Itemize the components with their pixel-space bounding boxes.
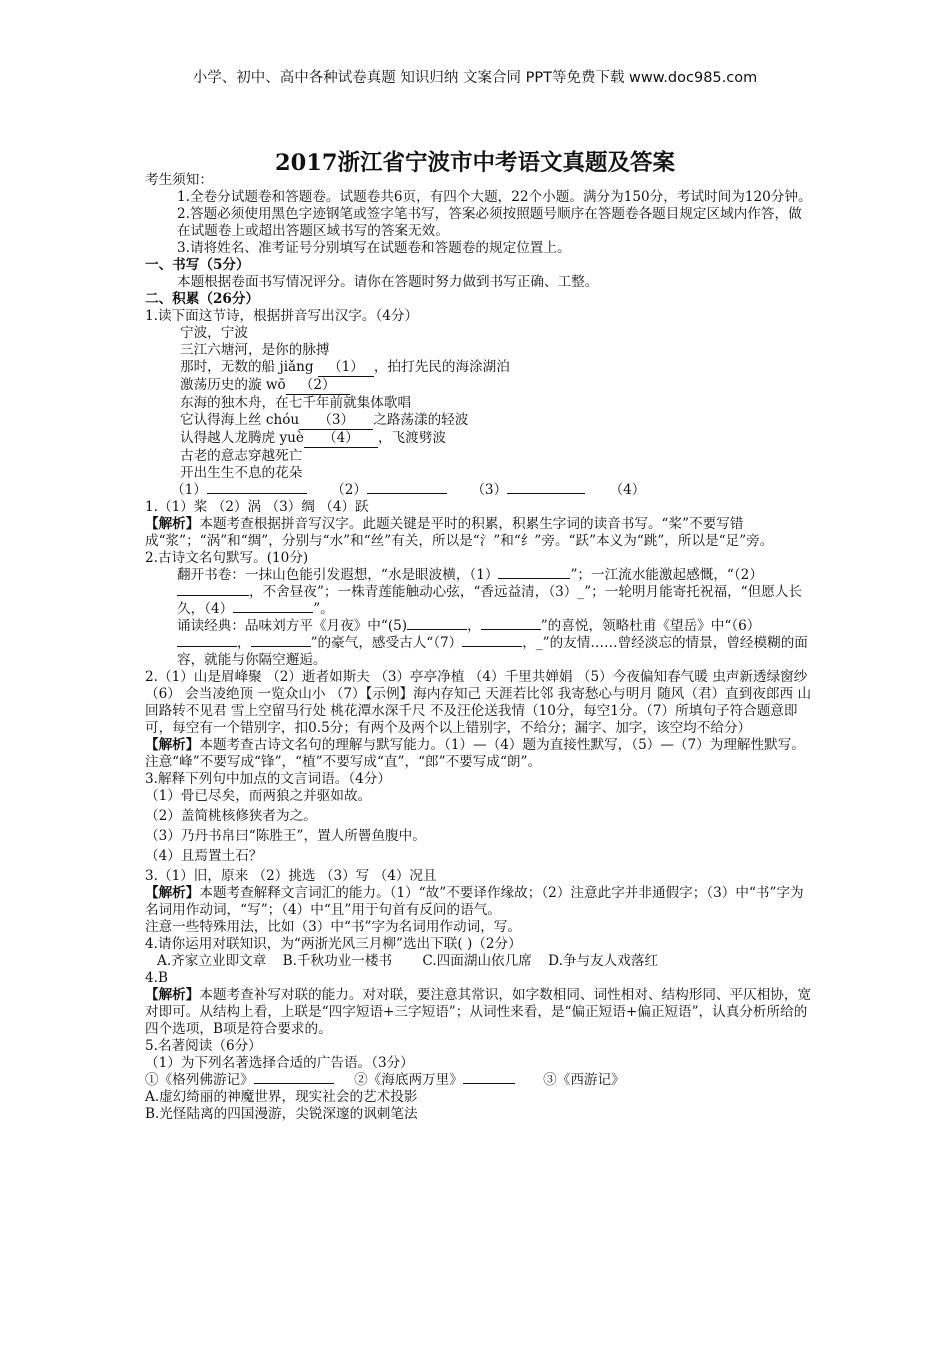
blank bbox=[507, 493, 585, 494]
analysis-label: 【解析】 bbox=[145, 987, 200, 1003]
poem-text: 认得越人龙腾虎 yuè bbox=[180, 430, 304, 446]
poem-line: 古老的意志穿越死亡 bbox=[180, 448, 303, 464]
option: D.争与友人戏落红 bbox=[548, 953, 659, 969]
option: A.虚幻绮丽的神魔世界，现实社会的艺术投影 bbox=[145, 1089, 418, 1105]
blank: （2） bbox=[286, 377, 350, 395]
book: ②《海底两万里》 bbox=[354, 1072, 463, 1088]
section-text: 本题根据卷面书写情况评分。请你在答题时努力做到书写正确、工整。 bbox=[177, 274, 599, 290]
analysis-label: 【解析】 bbox=[145, 737, 200, 753]
blank-label: （2） bbox=[331, 482, 368, 498]
options bbox=[145, 953, 813, 970]
answer: 3.（1）旧，原来 （2）挑选 （3）写 （4）况且 bbox=[145, 868, 437, 884]
books bbox=[145, 1072, 813, 1089]
blank bbox=[367, 493, 447, 494]
poem-line: 东海的独木舟，在七千年前就集体歌唱 bbox=[180, 395, 412, 411]
blank bbox=[207, 493, 307, 494]
question-item: （3）乃丹书帛曰“陈胜王”，置人所罾鱼腹中。 bbox=[145, 828, 426, 844]
blank bbox=[233, 612, 313, 613]
analysis-label: 【解析】 bbox=[145, 516, 200, 532]
option: C.四面湖山依几席 bbox=[422, 953, 532, 969]
notice-item: 1.全卷分试题卷和答题卷。试题卷共6页，有四个大题，22个小题。满分为150分，考试时间为120分钟。 bbox=[177, 189, 812, 205]
poem-line bbox=[180, 377, 813, 395]
blank bbox=[251, 646, 311, 647]
blank bbox=[498, 578, 570, 579]
note: 注意一些特殊用法，比如（3）中“书”字为名词用作动词，写。 bbox=[145, 919, 521, 935]
poem-text: 那时，无数的船 jiǎng bbox=[180, 359, 318, 375]
text: ，_ bbox=[522, 635, 543, 651]
question-item: （1）骨已尽矣，而两狼之并驱如故。 bbox=[145, 788, 372, 804]
poem bbox=[145, 325, 813, 482]
poem-text: 它认得海上丝 chóu bbox=[180, 412, 300, 428]
poem-text: ，拍打先民的海涂湖泊 bbox=[373, 359, 510, 375]
option: B.光怪陆离的四国漫游，尖锐深邃的讽刺笔法 bbox=[145, 1106, 418, 1122]
poem-text: ，飞渡劈波 bbox=[377, 430, 446, 446]
question-sub: （1）为下列名著选择合适的广告语。（3分） bbox=[145, 1055, 414, 1071]
analysis-text: 本题考查补写对联的能力。对对联，要注意其常识，如字数相同、词性相对、结构形同、平仄相协，宽对即可。从结构上看，上联是“四字短语+三字短语”；从词性来看，是“偏正短语+偏正短语”，认真分析所给的四个选项，B项是符合要求的。 bbox=[145, 987, 812, 1037]
text: ，不舍昼夜”；一株青莲能触动心弦，“香远益清，（3）_ bbox=[249, 584, 585, 600]
page-title: 2017浙江省宁波市中考语文真题及答案 bbox=[274, 150, 676, 176]
notice-label: 考生须知： bbox=[145, 172, 213, 188]
option: A.齐家立业即文章 bbox=[157, 953, 267, 969]
blank bbox=[177, 646, 237, 647]
analysis bbox=[145, 885, 813, 919]
question-stem: 5.名著阅读（6分） bbox=[145, 1038, 262, 1054]
poem-line: 三江六塘河，是你的脉搏 bbox=[180, 342, 330, 358]
text: ”；一江流水能激起感慨，“（2） bbox=[570, 567, 763, 583]
analysis-label: 【解析】 bbox=[145, 885, 200, 901]
blank bbox=[177, 595, 249, 596]
book: ③《西游记》 bbox=[543, 1072, 625, 1088]
question-stem: 2.古诗文名句默写。(10分) bbox=[145, 550, 309, 566]
analysis-text: 本题考查解释文言词汇的能力。（1）“故”不要译作缘故；（2）注意此字并非通假字；（3）中“书”字为名词用作动词，“写”；（4）中“且”用于句首有反问的语气。 bbox=[145, 885, 804, 918]
blank bbox=[254, 1083, 334, 1084]
section-heading: 二、积累（26分） bbox=[145, 291, 260, 307]
poem-text: 激荡历史的漩 wō bbox=[180, 377, 286, 393]
question-stem: 3.解释下列句中加点的文言词语。（4分） bbox=[145, 771, 391, 787]
answer: 1.（1）桨 （2）涡 （3）绸 （4）跃 bbox=[145, 499, 369, 515]
notice-item: 2.答题必须使用黑色字迹钢笔或签字笔书写，答案必须按照题号顺序在答题卷各题目规定区域内作答，做在试题卷上或超出答题区域书写的答案无效。 bbox=[177, 206, 802, 239]
poem-line bbox=[180, 412, 813, 430]
question-item: （2）盖简桃核修狭者为之。 bbox=[145, 808, 317, 824]
question-item: （4）且焉置土石？ bbox=[145, 848, 263, 864]
blank: （4） bbox=[304, 430, 378, 448]
blank-label: （3） bbox=[471, 482, 508, 498]
text: ”的喜悦，领略杜甫《望岳》中“（6） bbox=[540, 618, 761, 634]
text: ， bbox=[467, 618, 481, 634]
question-paragraph bbox=[145, 567, 813, 618]
text: ”的友情……曾经淡忘的情景，曾经模糊的面容，就能与你隔空邂逅。 bbox=[177, 635, 808, 668]
notice-item: 3.请将姓名、准考证号分别填写在试题卷和答题卷的规定位置上。 bbox=[177, 240, 571, 256]
blank: （1） bbox=[318, 359, 374, 377]
analysis bbox=[145, 737, 813, 771]
poem-line: 宁波，宁波 bbox=[180, 325, 248, 341]
section-heading: 一、书写（5分） bbox=[145, 257, 250, 273]
analysis bbox=[145, 516, 813, 550]
answer-blanks bbox=[145, 482, 813, 499]
text: ， bbox=[237, 635, 251, 651]
analysis bbox=[145, 987, 813, 1038]
poem-line bbox=[180, 359, 813, 377]
question-stem: 4.请你运用对联知识，为“两浙光风三月柳”选出下联( )（2分） bbox=[145, 936, 522, 952]
poem-line: 开出生生不息的花朵 bbox=[180, 465, 303, 481]
blank bbox=[481, 629, 541, 630]
analysis-text: 本题考查根据拼音写汉字。此题关键是平时的积累，积累生字词的读音书写。“桨”不要写错成“浆”；“涡”和“绸”，分别与“水”和“丝”有关，所以是“氵”和“纟”旁。“跃”本义为“跳”，所以是“足”旁。 bbox=[145, 516, 774, 549]
document-body bbox=[145, 172, 813, 1123]
blank: （3） bbox=[299, 412, 373, 430]
text: ”；一轮明月能寄托祝福，“但愿人长久，（4） bbox=[177, 584, 803, 617]
blank bbox=[407, 629, 467, 630]
blank-label: （4） bbox=[609, 482, 646, 498]
option: B.千秋功业一楼书 bbox=[282, 953, 393, 969]
answer: 2.（1）山是眉峰聚 （2）逝者如斯夫 （3）亭亭净植 （4）千里共婵娟 （5）今夜偏知春气暖 虫声新透绿窗纱 （6） 会当凌绝顶 一览众山小 （7）【示例】海内存知己 天涯若比邻 我寄愁心与明月 随风（君）直到夜郎西 山回路转不见君 雪上空留马行处 桃花潭水深千尺 不及汪伦送我情（10分，每空1分。（7）所填句子符合题意即可，每空有一个错别字，扣0.5分；有两个及两个以上错别字，不给分；漏字、加字，该空均不给分） bbox=[145, 669, 812, 736]
analysis-text: 本题考查古诗文名句的理解与默写能力。（1）—（4）题为直接性默写，（5）—（7）为理解性默写。注意“峰”不要写成“锋”，“植”不要写成“直”，“郎”不要写成“朗”。 bbox=[145, 737, 805, 770]
text: 诵读经典：品味刘方平《月夜》中“(5) bbox=[177, 618, 408, 634]
blank bbox=[462, 646, 522, 647]
text: ”的豪气，感受古人“（7） bbox=[310, 635, 463, 651]
poem-text: 之路荡漾的轻波 bbox=[373, 412, 469, 428]
question-stem: 1.读下面这节诗，根据拼音写出汉字。（4分） bbox=[145, 308, 419, 324]
page-header: 小学、初中、高中各种试卷真题 知识归纳 文案合同 PPT等免费下载 www.doc985.com bbox=[192, 70, 758, 86]
question-paragraph bbox=[145, 618, 813, 669]
text: ”。 bbox=[313, 601, 334, 617]
answer: 4.B bbox=[145, 970, 168, 986]
book: ①《格列佛游记》 bbox=[145, 1072, 254, 1088]
blank bbox=[463, 1083, 515, 1084]
blank-label: （1） bbox=[171, 482, 207, 498]
poem-line bbox=[180, 430, 813, 448]
text: 翻开书卷：一抹山色能引发遐想，“水是眼波横，（1） bbox=[177, 567, 499, 583]
